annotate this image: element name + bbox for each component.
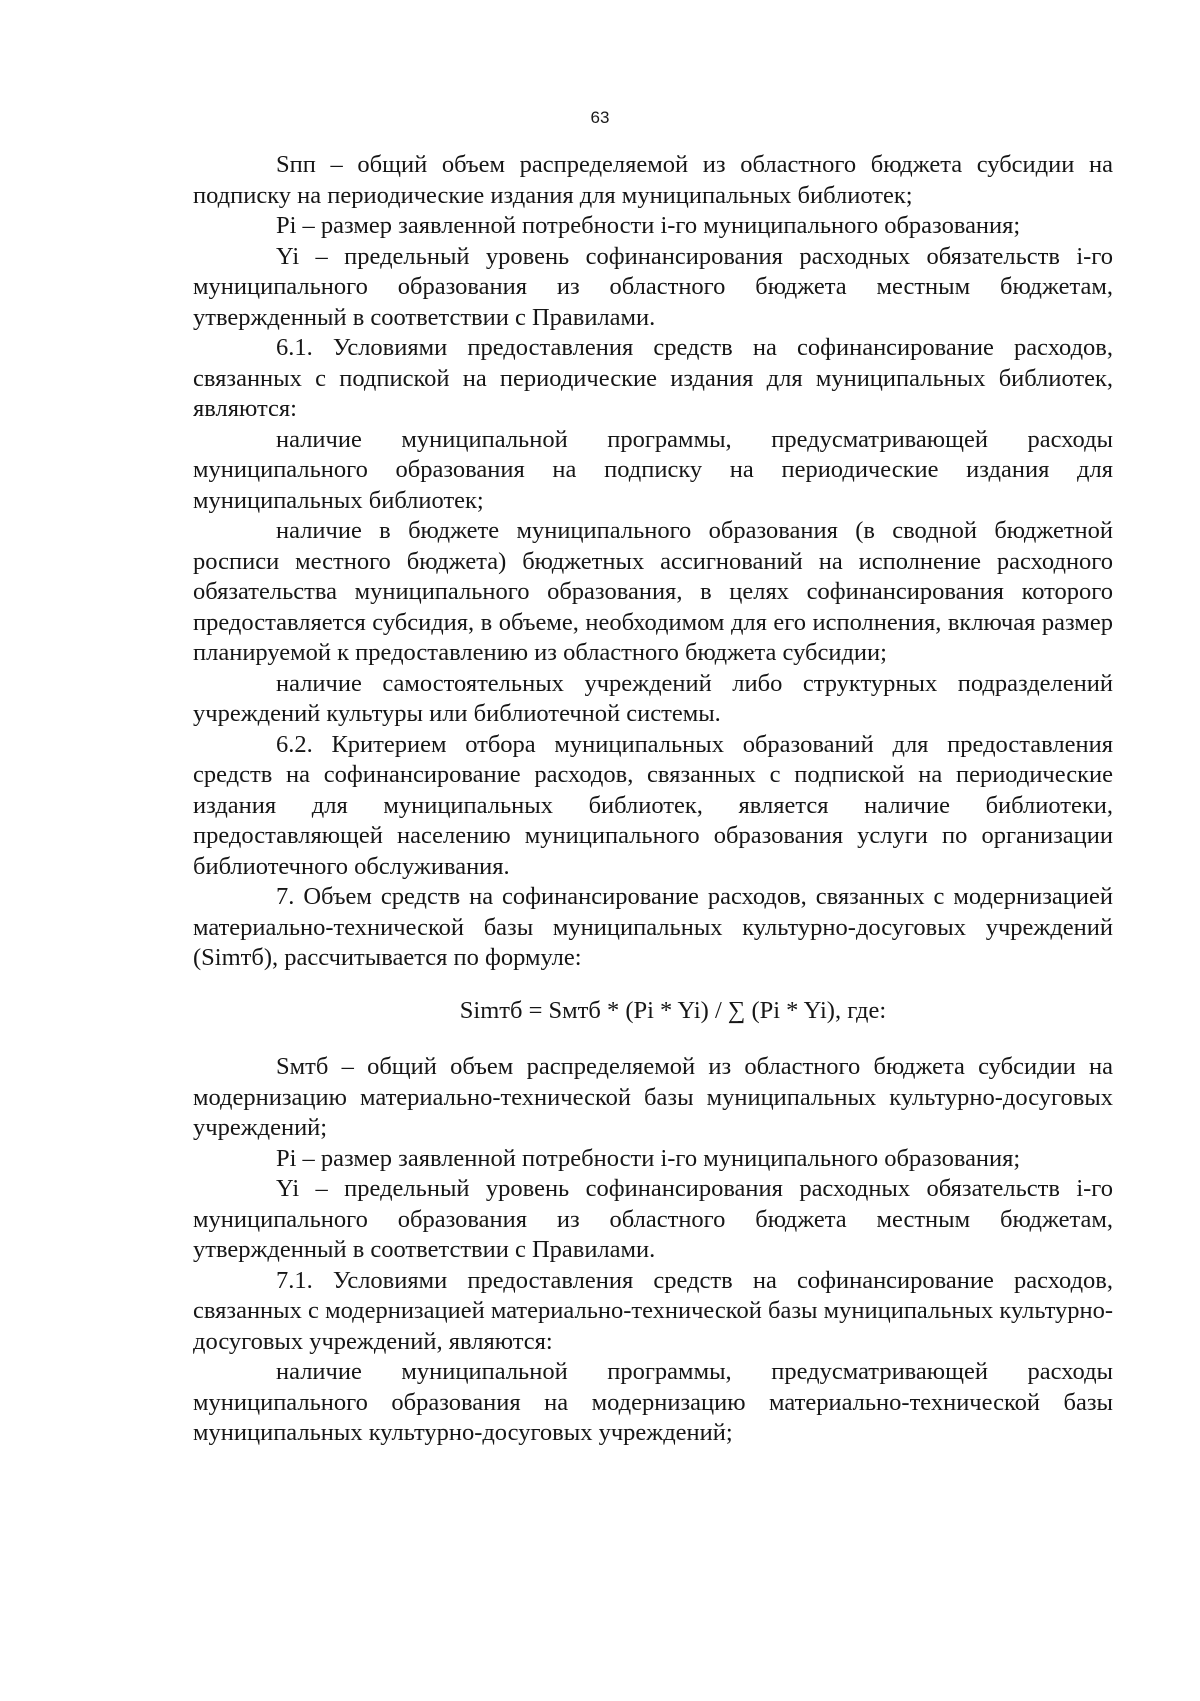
paragraph-yi-definition: Yi – предельный уровень софинансирования расходных обязательств i-го муниципального образования из областного бюджета местным бюджетам, утвержденный в соответствии с Правилами. xyxy=(193,242,1113,331)
paragraph-spp-definition: Sпп – общий объем распределяемой из областного бюджета субсидии на подписку на периодические издания для муниципальных библиотек; xyxy=(193,151,1113,209)
paragraph-pi-definition-2: Pi – размер заявленной потребности i-го муниципального образования; xyxy=(276,1144,1021,1172)
paragraph-condition-budget: наличие в бюджете муниципального образования (в сводной бюджетной росписи местного бюджета) бюджетных ассигнований на исполнение расходного обязательства муниципального образования, в целях софинансирования которого предоставляется субсидия, в объеме, необходимом для его исполнения, включая размер планируемой к предоставлению из областного бюджета субсидии; xyxy=(193,517,1113,666)
paragraph-7: 7. Объем средств на софинансирование расходов, связанных с модернизацией материально-технической базы муниципальных культурно-досуговых учреждений (Simтб), рассчитывается по формуле: xyxy=(193,883,1113,971)
paragraph-pi-definition: Pi – размер заявленной потребности i-го муниципального образования; xyxy=(276,212,1021,239)
paragraph-condition-program-2: наличие муниципальной программы, предусматривающей расходы муниципального образования на модернизацию материально-технической базы муниципальных культурно-досуговых учреждений; xyxy=(193,1358,1113,1446)
paragraph-7-1: 7.1. Условиями предоставления средств на софинансирование расходов, связанных с модернизацией материально-технической базы муниципальных культурно-досуговых учреждений, являются: xyxy=(193,1266,1113,1355)
paragraph-condition-institutions: наличие самостоятельных учреждений либо структурных подразделений учреждений культуры или библиотечной системы. xyxy=(193,669,1113,727)
page-number: 63 xyxy=(590,108,610,127)
paragraph-smtb-definition: Sмтб – общий объем распределяемой из областного бюджета субсидии на модернизацию материально-технической базы муниципальных культурно-досуговых учреждений; xyxy=(193,1053,1113,1141)
paragraph-condition-program: наличие муниципальной программы, предусматривающей расходы муниципального образования на подписку на периодические издания для муниципальных библиотек; xyxy=(193,425,1113,514)
paragraph-6-1: 6.1. Условиями предоставления средств на софинансирование расходов, связанных с подпиской на периодические издания для муниципальных библиотек, являются: xyxy=(193,334,1113,422)
document-body xyxy=(193,150,1113,1449)
paragraph-yi-definition-2: Yi – предельный уровень софинансирования расходных обязательств i-го муниципального образования из областного бюджета местным бюджетам, утвержденный в соответствии с Правилами. xyxy=(193,1175,1113,1263)
formula: Simтб = Sмтб * (Pi * Yi) / ∑ (Pi * Yi), где: xyxy=(459,996,887,1024)
paragraph-6-2: 6.2. Критерием отбора муниципальных образований для предоставления средств на софинансирование расходов, связанных с подпиской на периодические издания для муниципальных библиотек, является наличие библиотеки, предоставляющей населению муниципального образования услуги по организации библиотечного обслуживания. xyxy=(193,730,1113,880)
